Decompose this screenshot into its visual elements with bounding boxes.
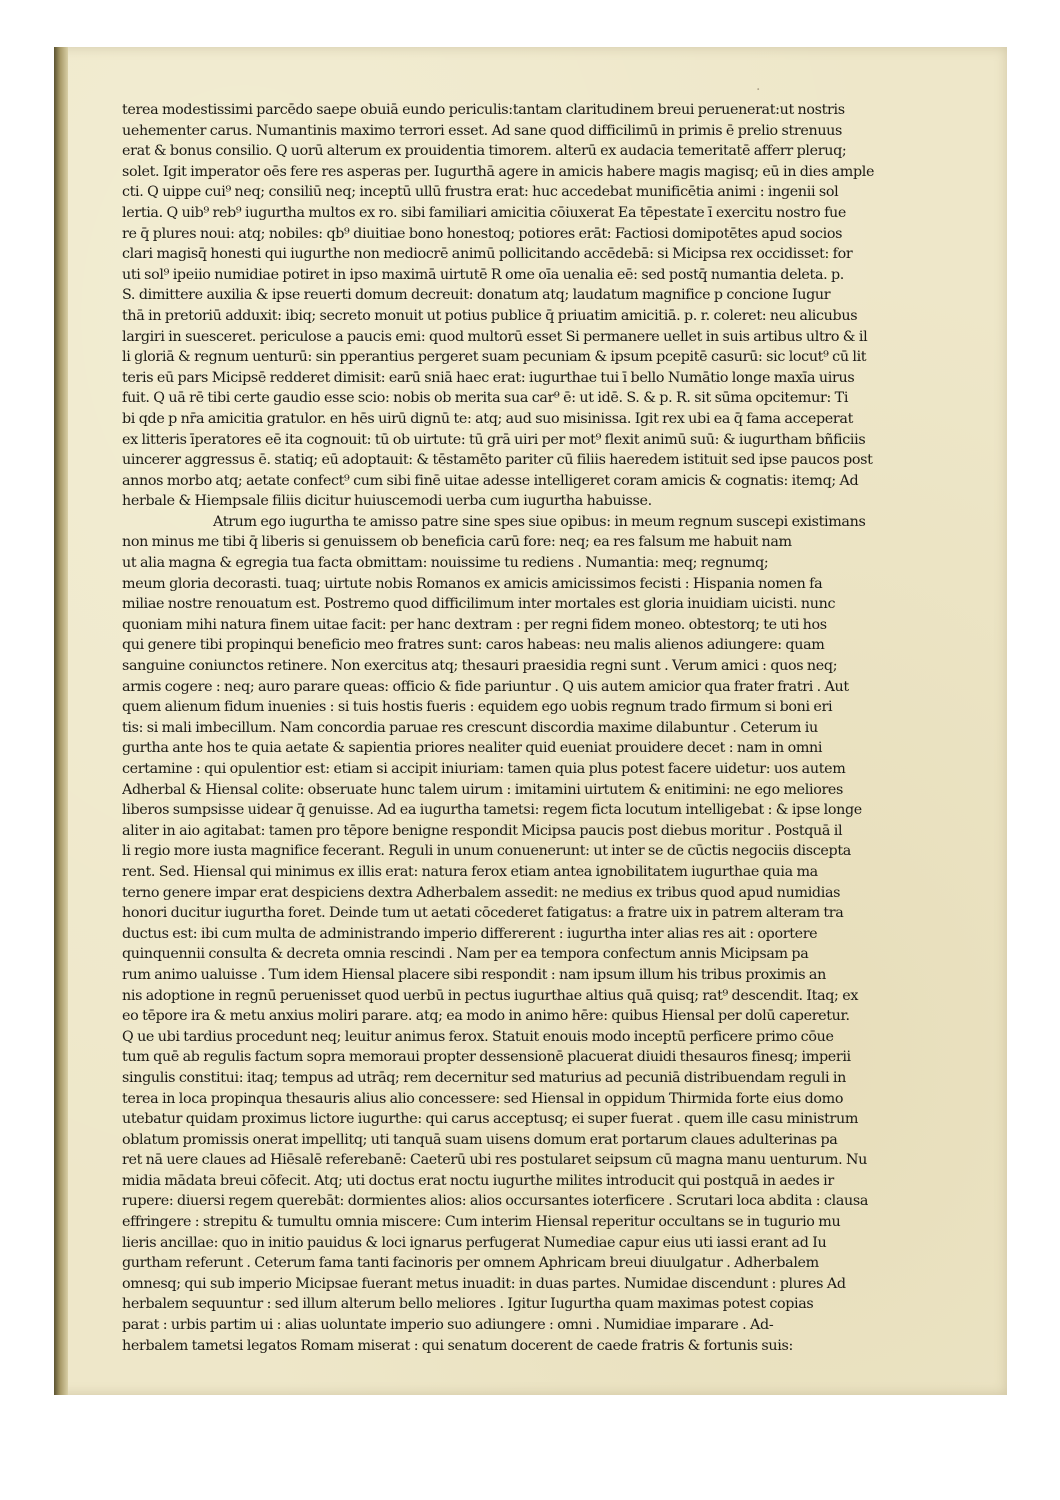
text-line: rent. Sed. Hiensal qui minimus ex illis erat: natura ferox etiam antea ignobilitatem iugurthae quia ma: [122, 863, 818, 880]
text-line: honori ducitur iugurtha foret. Deinde tum ut aetati cōcederet fatigatus: a fratre uix in patrem alteram tra: [122, 905, 844, 922]
text-line: terno genere impar erat despiciens dextra Adherbalem assedit: ne medius ex tribus quod apud numidias: [122, 884, 841, 901]
text-line: herbale & Hiempsale filiis dicitur huiuscemodi uerba cum iugurtha habuisse.: [122, 493, 652, 510]
text-line: solet. Igit imperator oēs fere res asperas per. Iugurthā agere in amicis habere magis magisq; eū in dies ample: [122, 163, 875, 180]
text-line: armis cogere : neq; auro parare queas: officio & fide pariuntur . Q uis autem amicior qua frater fratri . Aut: [122, 678, 849, 695]
text-line: rupere: diuersi regem querebāt: dormientes alios: alios occursantes ioterficere . Scrutari loca abdita : clausa: [122, 1193, 869, 1210]
text-line: nis adoptione in regnū peruenisset quod uerbū in pectus iugurthae altius quā quisq; rat⁹ descendit. Itaq; ex: [122, 987, 859, 1004]
text-line: omnesq; qui sub imperio Micipsae fuerant metus inuadit: in duas partes. Numidae discendunt : plures Ad: [122, 1275, 846, 1292]
text-line: erat & bonus consilio. Q uorū alterum ex prouidentia timorem. alterū ex audacia temeritatē afferr pleruq;: [122, 143, 847, 160]
text-line: thā in pretoriū adduxit: ibiq; secreto monuit ut potius publice q̄ priuatim amicitiā. p. r. coleret: neu alicubus: [122, 307, 858, 324]
text-line: ret nā uere claues ad Hiēsalē referebanē: Caeterū ubi res postularet seipsum cū magna manu uenturum. Nu: [122, 1152, 867, 1169]
text-line: ut alia magna & egregia tua facta obmittam: nouissime tu rediens . Numantia: meq; regnumq;: [122, 555, 769, 572]
text-line: parat : urbis partim ui : alias uoluntate imperio suo adiungere : omni . Numidiae imparare . Ad-: [122, 1317, 774, 1334]
text-line: herbalem tametsi legatos Romam miserat : qui senatum docerent de caede fratris & fortunis suis:: [122, 1337, 793, 1354]
ink-speck: ·: [756, 82, 761, 98]
binding-edge: [54, 47, 68, 1395]
text-line: fuit. Q uā rē tibi certe gaudio esse scio: nobis ob merita sua car⁹ ē: ut idē. S. & p. R. sit sūma opcitemur: Ti: [122, 390, 849, 407]
text-line: effringere : strepitu & tumultu omnia miscere: Cum interim Hiensal reperitur occultans se in tugurio mu: [122, 1214, 841, 1231]
text-line: certamine : qui opulentior est: etiam si accipit iniuriam: tamen quia plus potest facere uidetur: uos autem: [122, 761, 846, 777]
text-line: Atrum ego iugurtha te amisso patre sine spes siue opibus: in meum regnum suscepi existimans: [213, 513, 866, 530]
text-line: lieris ancillae: quo in initio pauidus & loci ignarus perfugerat Numediae capur eius uti iassi erant ad Iu: [122, 1234, 827, 1251]
text-line: herbalem sequuntur : sed illum alterum bello meliores . Igitur Iugurtha quam maximas potest copias: [122, 1296, 814, 1313]
text-line: qui genere tibi propinqui beneficio meo fratres sunt: caros habeas: neu malis alienos adiungere: quam: [122, 637, 825, 654]
text-line: quinquennii consulta & decreta omnia rescindi . Nam per ea tempora confectum annis Micipsam pa: [122, 946, 809, 963]
text-line: tis: si mali imbecillum. Nam concordia paruae res crescunt discordia maxime dilabuntur . Ceterum iu: [122, 719, 818, 736]
text-line: tum quē ab regulis factum sopra memoraui propter dessensionē placuerat diuidi thesauros finesq; imperii: [122, 1049, 851, 1066]
text-line: ex litteris īperatores eē ita cognouit: tū ob uirtute: tū grā uiri per mot⁹ flexit animū suū: & iugurtham bñficiis: [122, 431, 866, 448]
text-line: eo tēpore ira & metu anxius moliri parare. atq; ea modo in animo hēre: quibus Hiensal per dolū caperetur.: [122, 1008, 850, 1025]
text-line: Adherbal & Hiensal colite: obseruate hunc talem uirum : imitamini uirtutem & enitimini: ne ego meliores: [122, 781, 844, 798]
text-line: cti. Q uippe cui⁹ neq; consiliū neq; inceptū ullū frustra erat: huc accedebat munificētia animi : ingenii sol: [122, 184, 839, 201]
text-line: largiri in suesceret. periculose a paucis emi: quod multorū esset Si permanere uellet in suis artibus ultro & il: [122, 328, 868, 345]
text-line: miliae nostre renouatum est. Postremo quod difficilimum inter mortales est gloria inuidiam uicisti. nunc: [122, 596, 836, 613]
text-line: meum gloria decorasti. tuaq; uirtute nobis Romanos ex amicis amicissimos fecisti : Hispania nomen fa: [122, 575, 823, 592]
text-line: terea modestissimi parcēdo saepe obuiā eundo periculis:tantam claritudinem breui peruenerat:ut nostris: [122, 102, 845, 118]
text-line: terea in loca propinqua thesauris alius alio concessere: sed Hiensal in oppidum Thirmida forte eius domo: [122, 1090, 844, 1107]
text-line: midia mādata breui cōfecit. Atq; uti doctus erat noctu iugurthe milites introducit qui postquā in aedes ir: [122, 1172, 834, 1189]
text-line: annos morbo atq; aetate confect⁹ cum sibi finē uitae adesse intelligeret coram amicis & cognatis: itemq; Ad: [122, 472, 859, 489]
text-line: utebatur quidam proximus lictore iugurthe: qui carus acceptusq; ei super fuerat . quem ille casu ministrum: [122, 1111, 859, 1128]
text-line: uti sol⁹ ipeiio numidiae potiret in ipso maximā uirtutē R ome oīa uenalia eē: sed postq̄ numantia deleta. p.: [122, 266, 845, 283]
text-line: uincerer aggressus ē. statiq; eū adoptauit: & tēstamēto pariter cū filiis haeredem istituit sed ipse paucos post: [122, 452, 873, 469]
text-line: Q ue ubi tardius procedunt neq; leuitur animus ferox. Statuit enouis modo inceptū perficere primo cōue: [122, 1028, 834, 1045]
text-line: sanguine coniunctos retinere. Non exercitus atq; thesauri praesidia regni sunt . Verum amici : quos neq;: [122, 658, 838, 675]
text-line: liberos sumpsisse uidear q̄ genuisse. Ad ea iugurtha tametsi: regem ficta locutum intelligebat : & ipse longe: [122, 802, 862, 819]
text-line: gurtha ante hos te quia aetate & sapientia priores nealiter quid eueniat prouidere decet : nam in omni: [122, 740, 823, 757]
text-line: teris eū pars Micipsē redderet dimisit: earū sniā haec erat: iugurthae tui ī bello Numātio longe maxīa uirus: [122, 369, 855, 386]
text-line: rum animo ualuisse . Tum idem Hiensal placere sibi respondit : nam ipsum illum his tribus proximis an: [122, 966, 826, 983]
text-line: quem alienum fidum inuenies : si tuis hostis fueris : equidem ego uobis regnum trado firmum si boni eri: [122, 699, 833, 716]
text-line: li gloriā & regnum uenturū: sin pperantius pergeret suam pecuniam & ipsum pcepitē casurū: sic locut⁹ cū lit: [122, 349, 867, 366]
text-line: aliter in aio agitabat: tamen pro tēpore benigne respondit Micipsa paucis post diebus moritur . Postquā il: [122, 822, 843, 839]
text-line: uehementer carus. Numantinis maximo terrori esset. Ad sane quod difficilimū in primis ē prelio strenuus: [122, 122, 843, 139]
printed-text-block: [122, 100, 914, 1356]
text-line: ductus est: ibi cum multa de administrando imperio differerent : iugurtha inter alias res ait : oportere: [122, 925, 818, 942]
text-line: gurtham referunt . Ceterum fama tanti facinoris per omnem Aphricam breui diuulgatur . Adherbalem: [122, 1255, 819, 1272]
text-line: lertia. Q uib⁹ reb⁹ iugurtha multos ex ro. sibi familiari amicitia cōiuxerat Ea tēpestate ī exercitu nostro fue: [122, 204, 847, 221]
text-line: bi qde p nr̄a amicitia gratulor. en hēs uirū dignū te: atq; aud suo misinissa. Igit rex ubi ea q̄ fama acceperat: [122, 410, 853, 427]
text-line: non minus me tibi q̄ liberis si genuissem ob beneficia carū fore: neq; ea res falsum me habuit nam: [122, 534, 792, 551]
text-line: oblatum promissis onerat impellitq; uti tanquā suam uisens domum erat portarum claues adulterinas pa: [122, 1131, 838, 1148]
text-line: re q̄ plures noui: atq; nobiles: qb⁹ diuitiae bono honestoq; potiores erāt: Factiosi domipotētes apud socios: [122, 225, 843, 242]
text-line: quoniam mihi natura finem uitae facit: per hanc dextram : per regni fidem moneo. obtestorq; te uti hos: [122, 616, 827, 633]
text-line: S. dimittere auxilia & ipse reuerti domum decreuit: donatum atq; laudatum magnifice p concione Iugur: [122, 287, 831, 304]
text-line: singulis constitui: itaq; tempus ad utrāq; rem decernitur sed maturius ad pecuniā distribuendam reguli in: [122, 1069, 847, 1086]
text-line: li regio more iusta magnifice fecerant. Reguli in unum conuenerunt: ut inter se de cūctis negociis discepta: [122, 843, 851, 860]
text-line: clari magisq̄ honesti qui iugurthe non mediocrē animū pollicitando accēdebā: si Micipsa rex occidisset: for: [122, 246, 853, 263]
